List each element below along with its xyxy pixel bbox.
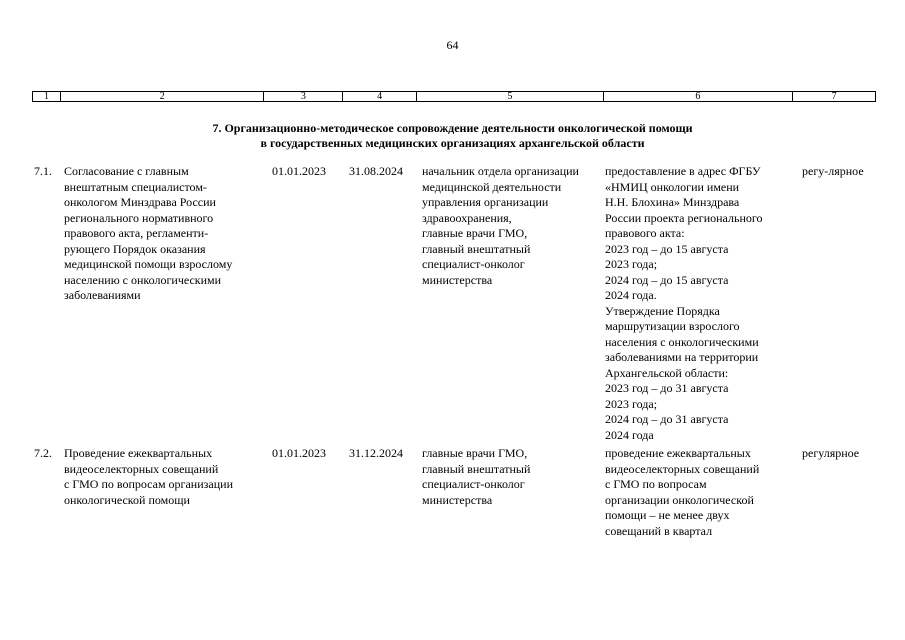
row-number: 7.1. bbox=[34, 164, 52, 178]
header-col-4: 4 bbox=[343, 92, 417, 101]
header-col-1: 1 bbox=[33, 92, 61, 101]
header-col-3: 3 bbox=[264, 92, 343, 101]
row-number: 7.2. bbox=[34, 446, 52, 460]
row-activity-name: Проведение ежеквартальных видеоселекторных совещаний с ГМО по вопросам организации онкологической помощи bbox=[64, 446, 233, 507]
page-number: 64 bbox=[446, 38, 459, 52]
header-col-5: 5 bbox=[417, 92, 604, 101]
section-title-line-2: в государственных медицинских организациях архангельской области bbox=[260, 136, 645, 150]
header-col-2: 2 bbox=[61, 92, 265, 101]
section-title-line-1: 7. Организационно-методическое сопровождение деятельности онкологической помощи bbox=[212, 121, 693, 135]
row-activity-name: Согласование с главным внештатным специалистом- онкологом Минздрава России регионального нормативного правового акта, регламенти- рующего Порядок оказания медицинской помощи взрослому населению с онкологическими заболеваниями bbox=[64, 164, 233, 302]
row-start-date: 01.01.2023 bbox=[272, 446, 326, 460]
row-result: предоставление в адрес ФГБУ «НМИЦ онкологии имени Н.Н. Блохина» Минздрава России проекта регионального правового акта: 2023 год – до 15 августа 2023 года; 2024 год – до 15 августа 2024 года. Утверждение Порядка маршрутизации взрослого населения с онкологическими заболеваниями на территории Архангельской области: 2023 год – до 31 августа 2023 года; 2024 год – до 31 августа 2024 года bbox=[605, 164, 763, 442]
row-end-date: 31.12.2024 bbox=[349, 446, 403, 460]
section-title bbox=[0, 121, 905, 151]
row-start-date: 01.01.2023 bbox=[272, 164, 326, 178]
row-responsible: начальник отдела организации медицинской деятельности управления организации здравоохранения, главные врачи ГМО, главный внештатный специалист-онколог министерства bbox=[422, 164, 579, 287]
row-result: проведение ежеквартальных видеоселекторных совещаний с ГМО по вопросам организации онкологической помощи – не менее двух совещаний в квартал bbox=[605, 446, 760, 538]
row-responsible: главные врачи ГМО, главный внештатный специалист-онколог министерства bbox=[422, 446, 531, 507]
table-header-row bbox=[32, 91, 876, 102]
row-periodicity: регу-лярное bbox=[802, 164, 864, 178]
header-col-7: 7 bbox=[831, 91, 837, 102]
header-col-6: 6 bbox=[604, 92, 794, 101]
row-periodicity: регулярное bbox=[802, 446, 860, 460]
row-end-date: 31.08.2024 bbox=[349, 164, 403, 178]
